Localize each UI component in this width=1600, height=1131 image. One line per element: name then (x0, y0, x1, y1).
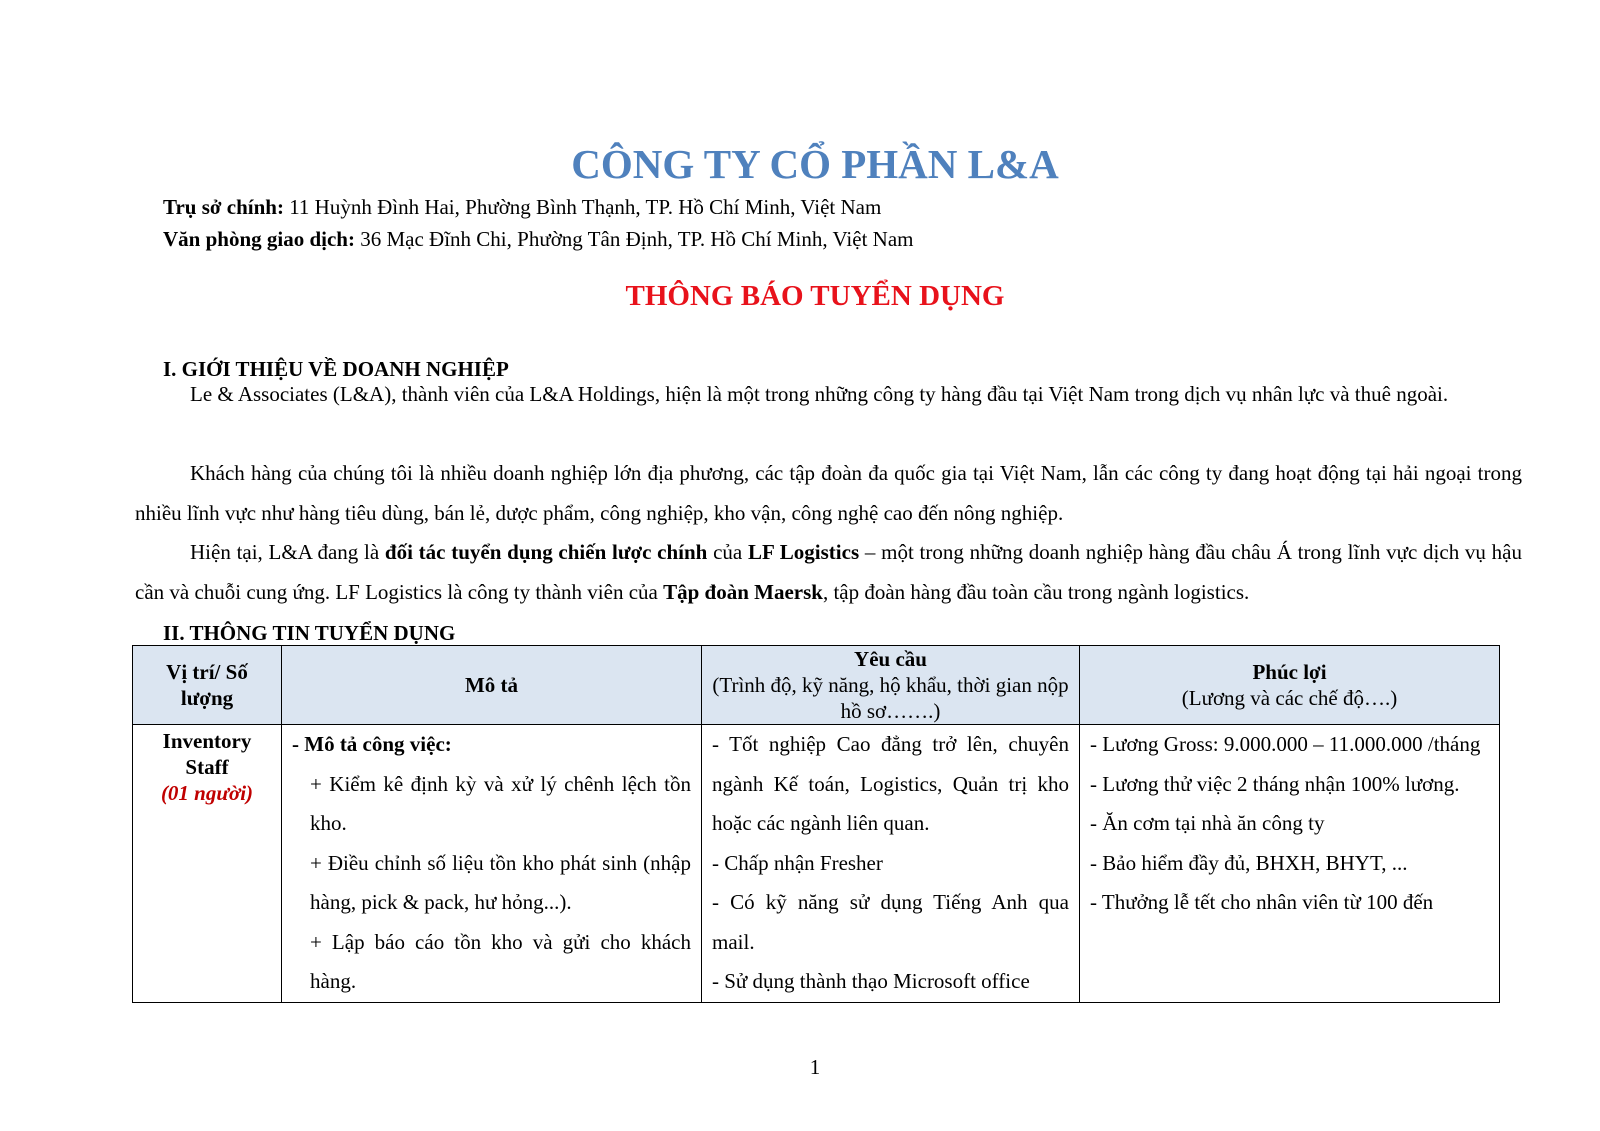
head-office-label: Trụ sở chính: (163, 195, 284, 219)
header-description: Mô tả (282, 646, 702, 725)
header-benefits-title: Phúc lợi (1252, 660, 1327, 684)
header-requirements-subtitle: (Trình độ, kỹ năng, hộ khẩu, thời gian nộp hồ sơ…….) (712, 673, 1069, 723)
transaction-office-address: 36 Mạc Đĩnh Chi, Phường Tân Định, TP. Hồ Chí Minh, Việt Nam (354, 227, 914, 251)
intro-paragraph-1: Le & Associates (L&A), thành viên của L&A Holdings, hiện là một trong những công ty hàng đầu tại Việt Nam trong dịch vụ nhân lực và thuê ngoài. (190, 382, 1449, 406)
transaction-office-line (163, 225, 913, 253)
p3-text-g: , tập đoàn hàng đầu toàn cầu trong ngành logistics. (822, 579, 1250, 604)
p3-bold-lf-logistics: LF Logistics (747, 540, 860, 564)
head-office-line (163, 193, 881, 221)
description-cell (282, 725, 702, 1003)
requirement-item: - Có kỹ năng sử dụng Tiếng Anh qua mail. (712, 890, 1069, 954)
header-requirements (702, 646, 1080, 725)
p3-text-c: của (707, 540, 748, 564)
description-item: + Điều chỉnh số liệu tồn kho phát sinh (nhập hàng, pick & pack, hư hỏng...). (310, 850, 691, 914)
description-item: + Lập báo cáo tồn kho và gửi cho khách hàng. (310, 929, 691, 993)
section-1-heading: I. GIỚI THIỆU VỀ DOANH NGHIỆP (163, 357, 509, 381)
section-2-heading: II. THÔNG TIN TUYỂN DỤNG (163, 621, 456, 645)
requirement-item: - Chấp nhận Fresher (712, 850, 883, 875)
benefits-cell (1080, 725, 1500, 1003)
company-name: CÔNG TY CỔ PHẦN L&A (571, 141, 1059, 187)
benefit-item: - Thưởng lễ tết cho nhân viên từ 100 đến (1090, 890, 1434, 914)
page-number: 1 (809, 1055, 821, 1079)
position-cell (133, 725, 282, 1003)
intro-paragraph-3 (135, 533, 1522, 612)
benefit-item: - Lương thử việc 2 tháng nhận 100% lương. (1090, 771, 1460, 796)
benefit-item: - Lương Gross: 9.000.000 – 11.000.000 /tháng (1090, 732, 1481, 756)
header-requirements-title: Yêu cầu (854, 647, 927, 671)
requirement-item: - Tốt nghiệp Cao đẳng trở lên, chuyên ngành Kế toán, Logistics, Quản trị kho hoặc các ngành liên quan. (712, 732, 1069, 835)
position-name: Inventory Staff (162, 729, 252, 779)
head-office-address: 11 Huỳnh Đình Hai, Phường Bình Thạnh, TP. Hồ Chí Minh, Việt Nam (283, 195, 882, 219)
description-item: + Kiểm kê định kỳ và xử lý chênh lệch tồn kho. (310, 771, 691, 835)
header-position: Vị trí/ Số lượng (133, 646, 282, 725)
transaction-office-label: Văn phòng giao dịch: (163, 227, 355, 251)
table-row (133, 725, 1500, 1003)
header-benefits (1080, 646, 1500, 725)
recruitment-table (132, 645, 1500, 1003)
p3-text-e: – một trong những doanh nghiệp hàng đầu châu Á trong lĩnh vực dịch vụ hậu cần và chuỗi cung ứng. LF Logistics là công ty thành viên của (135, 540, 1522, 604)
requirement-item: - Sử dụng thành thạo Microsoft office (712, 969, 1030, 993)
header-benefits-subtitle: (Lương và các chế độ….) (1181, 686, 1398, 710)
position-count: (01 người) (160, 781, 254, 805)
p3-bold-partner: đối tác tuyển dụng chiến lược chính (384, 540, 708, 564)
description-title: - Mô tả công việc: (292, 732, 452, 756)
benefit-item: - Ăn cơm tại nhà ăn công ty (1090, 811, 1325, 835)
benefit-item: - Bảo hiểm đầy đủ, BHXH, BHYT, ... (1090, 850, 1408, 875)
table-header-row (133, 646, 1500, 725)
p3-text-a: Hiện tại, L&A đang là (190, 540, 385, 564)
intro-paragraph-2: Khách hàng của chúng tôi là nhiều doanh nghiệp lớn địa phương, các tập đoàn đa quốc gia tại Việt Nam, lẫn các công ty đang hoạt động tại hải ngoại trong nhiều lĩnh vực như hàng tiêu dùng, bán lẻ, dược phẩm, công nghiệp, kho vận, công nghệ cao đến nông nghiệp. (135, 461, 1522, 525)
requirements-cell (702, 725, 1080, 1003)
p3-bold-maersk: Tập đoàn Maersk (663, 579, 823, 604)
notice-title: THÔNG BÁO TUYỂN DỤNG (625, 280, 1005, 312)
